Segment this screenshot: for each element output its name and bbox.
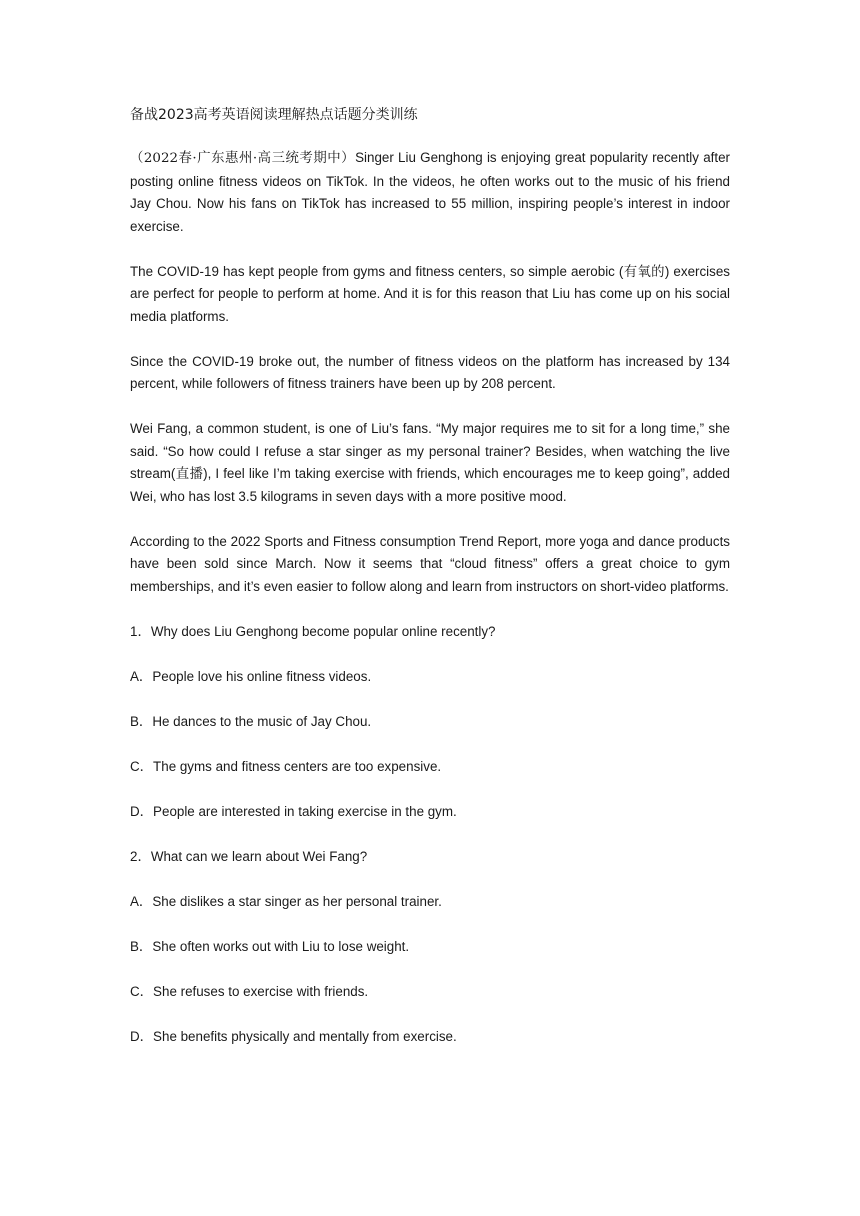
passage-paragraph-3: Since the COVID-19 broke out, the number of fitness videos on the platform has increased by 134 percent, while followers of fitness trainers have been up by 208 percent. — [130, 353, 730, 391]
passage-paragraph-4: Wei Fang, a common student, is one of Liu’s fans. “My major requires me to sit for a long time,” she said. “So how could I refuse a star singer as my personal trainer? Besides, when watching the live stream(直播), I feel like I’m taking exercise with friends, which encourages me to keep going”, added Wei, who has lost 3.5 kilograms in seven days with a more positive mood. — [130, 421, 730, 504]
paragraph-1-text: Singer Liu Genghong is enjoying great popularity recently after posting online fitness videos on TikTok. In the videos, he often works out to the music of his friend Jay Chou. Now his fans on TikTok has increased to 55 million, inspiring people’s interest in indoor exercise. — [130, 150, 731, 234]
passage-paragraph-5: According to the 2022 Sports and Fitness consumption Trend Report, more yoga and dance products have been sold since March. Now it seems that “cloud fitness” offers a great choice to gym memberships, and it’s even easier to follow along and learn from instructors on short-video platforms. — [130, 533, 730, 594]
source-note: （2022春·广东惠州·高三统考期中） — [130, 151, 356, 166]
passage-paragraph-1 — [130, 147, 730, 238]
answer-option-d: D．People are interested in taking exercise in the gym. — [130, 803, 457, 819]
question-1 — [130, 621, 730, 824]
document-title: 备战2023高考英语阅读理解热点话题分类训练 — [130, 107, 418, 123]
answer-option-d: D．She benefits physically and mentally from exercise. — [130, 1028, 457, 1044]
answer-option-a: A．People love his online fitness videos. — [130, 668, 372, 684]
answer-option-b: B．She often works out with Liu to lose weight. — [130, 938, 410, 954]
document-page — [130, 104, 730, 1071]
question-stem: 1．Why does Liu Genghong become popular online recently? — [130, 623, 496, 639]
question-stem: 2．What can we learn about Wei Fang? — [130, 848, 368, 864]
answer-option-b: B．He dances to the music of Jay Chou. — [130, 713, 372, 729]
answer-option-c: C．The gyms and fitness centers are too expensive. — [130, 758, 442, 774]
question-2 — [130, 846, 730, 1049]
answer-option-a: A．She dislikes a star singer as her personal trainer. — [130, 893, 442, 909]
passage-paragraph-2: The COVID-19 has kept people from gyms and fitness centers, so simple aerobic (有氧的) exercises are perfect for people to perform at home. And it is for this reason that Liu has come up on his social media platforms. — [130, 263, 730, 324]
answer-option-c: C．She refuses to exercise with friends. — [130, 983, 369, 999]
